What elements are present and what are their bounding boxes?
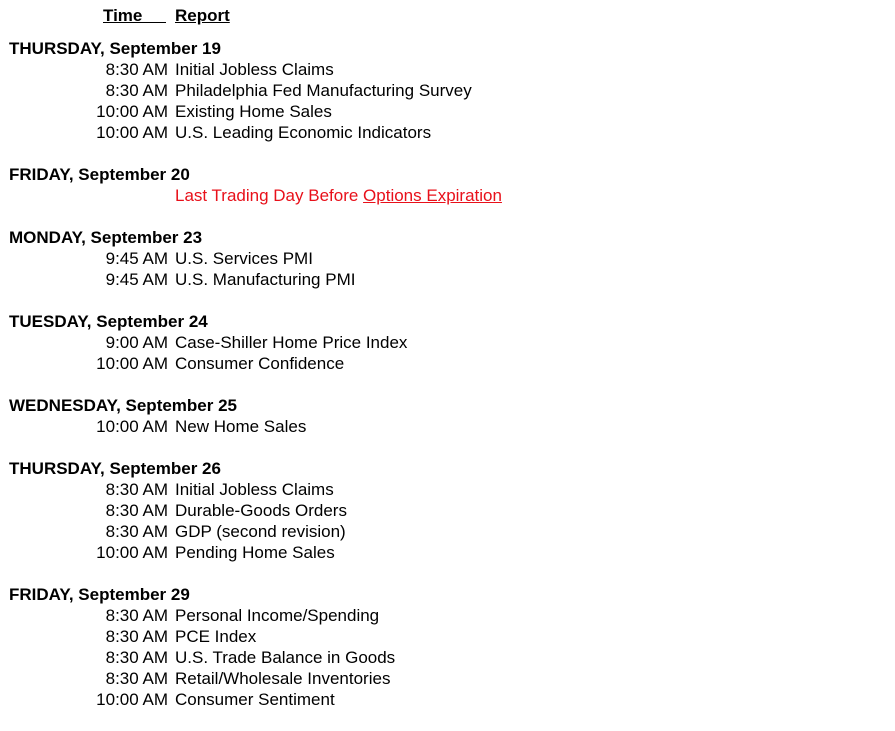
note-label: Last Trading Day Before [175,186,364,205]
day-heading: MONDAY, September 23 [9,228,203,247]
event-report: Retail/Wholesale Inventories [175,669,391,688]
event-time: 8:30 AM [105,606,168,625]
event-report: U.S. Manufacturing PMI [175,270,356,289]
event-time: 8:30 AM [105,627,168,646]
event-row [0,101,895,122]
note-row [0,185,895,206]
day-heading: TUESDAY, September 24 [9,312,208,331]
event-time: 8:30 AM [105,60,168,79]
event-time: 10:00 AM [96,354,168,373]
event-time: 9:00 AM [105,333,168,352]
day-heading: FRIDAY, September 20 [9,165,190,184]
event-report: Consumer Sentiment [175,690,335,709]
day-section [0,164,895,206]
event-time: 8:30 AM [105,81,168,100]
event-report: Consumer Confidence [175,354,345,373]
event-row [0,59,895,80]
event-report: New Home Sales [175,417,307,436]
day-heading: THURSDAY, September 26 [9,459,221,478]
day-section [0,395,895,437]
day-heading: WEDNESDAY, September 25 [9,396,238,415]
event-time: 10:00 AM [96,690,168,709]
event-row [0,521,895,542]
event-row [0,542,895,563]
event-time: 9:45 AM [105,249,168,268]
event-row [0,416,895,437]
event-report: Initial Jobless Claims [175,60,334,79]
event-row [0,248,895,269]
report-column-label: Report [175,6,230,25]
event-report: Philadelphia Fed Manufacturing Survey [175,81,472,100]
column-header [0,6,895,28]
event-report: Durable-Goods Orders [175,501,347,520]
event-row [0,668,895,689]
day-section [0,458,895,563]
event-time: 10:00 AM [96,543,168,562]
event-row [0,626,895,647]
day-section [0,584,895,710]
event-time: 10:00 AM [96,417,168,436]
note-text [175,185,502,206]
event-row [0,500,895,521]
options-expiration-link[interactable]: Options Expiration [363,186,502,205]
day-heading: THURSDAY, September 19 [9,39,221,58]
event-row [0,479,895,500]
event-report: U.S. Leading Economic Indicators [175,123,432,142]
event-row [0,605,895,626]
event-row [0,122,895,143]
economic-calendar [0,38,895,731]
event-report: Pending Home Sales [175,543,335,562]
day-section [0,38,895,143]
event-time: 8:30 AM [105,522,168,541]
event-time: 8:30 AM [105,648,168,667]
event-row [0,689,895,710]
event-report: U.S. Services PMI [175,249,313,268]
event-report: Personal Income/Spending [175,606,380,625]
event-report: Initial Jobless Claims [175,480,334,499]
event-time: 9:45 AM [105,270,168,289]
event-time: 8:30 AM [105,480,168,499]
event-row [0,332,895,353]
time-column-label: Time [103,6,166,25]
event-row [0,353,895,374]
event-time: 10:00 AM [96,102,168,121]
event-report: Case-Shiller Home Price Index [175,333,408,352]
day-section [0,311,895,374]
event-time: 8:30 AM [105,501,168,520]
event-time: 8:30 AM [105,669,168,688]
event-row [0,269,895,290]
event-report: U.S. Trade Balance in Goods [175,648,396,667]
event-row [0,80,895,101]
event-time: 10:00 AM [96,123,168,142]
day-heading: FRIDAY, September 29 [9,585,190,604]
event-report: PCE Index [175,627,257,646]
event-report: GDP (second revision) [175,522,346,541]
event-report: Existing Home Sales [175,102,332,121]
event-row [0,647,895,668]
day-section [0,227,895,290]
